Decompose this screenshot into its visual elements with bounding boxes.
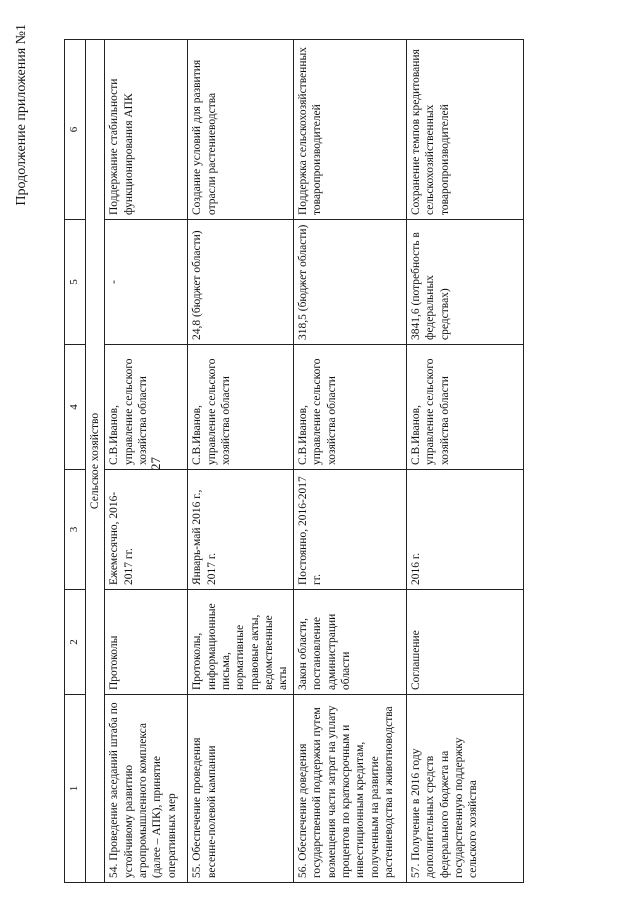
expected-result-cell: Сохранение темпов кредитования сельскохозяйственных товаропроизводителей [406, 40, 523, 220]
column-number: 1 [65, 695, 86, 883]
funding-cell: - [105, 220, 188, 345]
page-number: 27 [148, 457, 163, 470]
funding-cell: 3841,6 (потребность в федеральных средствах) [406, 220, 523, 345]
column-number: 3 [65, 470, 86, 590]
responsible-cell: С.В.Иванов, управление сельского хозяйства области [293, 345, 406, 470]
column-number: 2 [65, 590, 86, 695]
measure-cell: 54. Проведение заседаний штаба по устойчивому развитию агропромышленного комплекса (далее – АПК), принятие оперативных мер [105, 695, 188, 883]
table-row [105, 40, 188, 883]
funding-cell: 318,5 (бюджет области) [293, 220, 406, 345]
expected-result-cell: Поддержание стабильности функционирования АПК [105, 40, 188, 220]
measure-cell: 57. Получение в 2016 году дополнительных средств федерального бюджета на государственную поддержку сельского хозяйства [406, 695, 523, 883]
document-type-cell: Протоколы [105, 590, 188, 695]
section-title: Сельское хозяйство [85, 40, 104, 883]
table-row [188, 40, 294, 883]
column-number: 4 [65, 345, 86, 470]
column-number-row [65, 40, 86, 883]
column-number: 5 [65, 220, 86, 345]
measure-cell: 56. Обеспечение доведения государственной поддержки путем возмещения части затрат на уплату процентов по краткосрочным и инвестиционным кредитам, полученным на развитие растениеводства и животноводства [293, 695, 406, 883]
deadline-cell: 2016 г. [406, 470, 523, 590]
measures-table [64, 39, 524, 883]
deadline-cell: Постоянно, 2016-2017 гг. [293, 470, 406, 590]
continuation-label: Продолжение приложения №1 [14, 24, 29, 206]
funding-cell: 24,8 (бюджет области) [188, 220, 294, 345]
document-type-cell: Протоколы, информационные письма, нормативные правовые акты, ведомственные акты [188, 590, 294, 695]
responsible-cell: С.В.Иванов, управление сельского хозяйства области [188, 345, 294, 470]
column-number: 6 [65, 40, 86, 220]
table-row [406, 40, 523, 883]
responsible-cell: С.В.Иванов, управление сельского хозяйства области [105, 345, 188, 470]
expected-result-cell: Поддержка сельскохозяйственных товаропроизводителей [293, 40, 406, 220]
responsible-cell: С.В.Иванов, управление сельского хозяйства области [406, 345, 523, 470]
deadline-cell: Ежемесячно, 2016-2017 гг. [105, 470, 188, 590]
document-type-cell: Закон области, постановление администрации области [293, 590, 406, 695]
expected-result-cell: Создание условий для развития отрасли растениеводства [188, 40, 294, 220]
document-type-cell: Соглашение [406, 590, 523, 695]
table-row [293, 40, 406, 883]
measure-cell: 55. Обеспечение проведения весенне-полевой кампании [188, 695, 294, 883]
section-row [85, 40, 104, 883]
deadline-cell: Январь-май 2016 г., 2017 г. [188, 470, 294, 590]
